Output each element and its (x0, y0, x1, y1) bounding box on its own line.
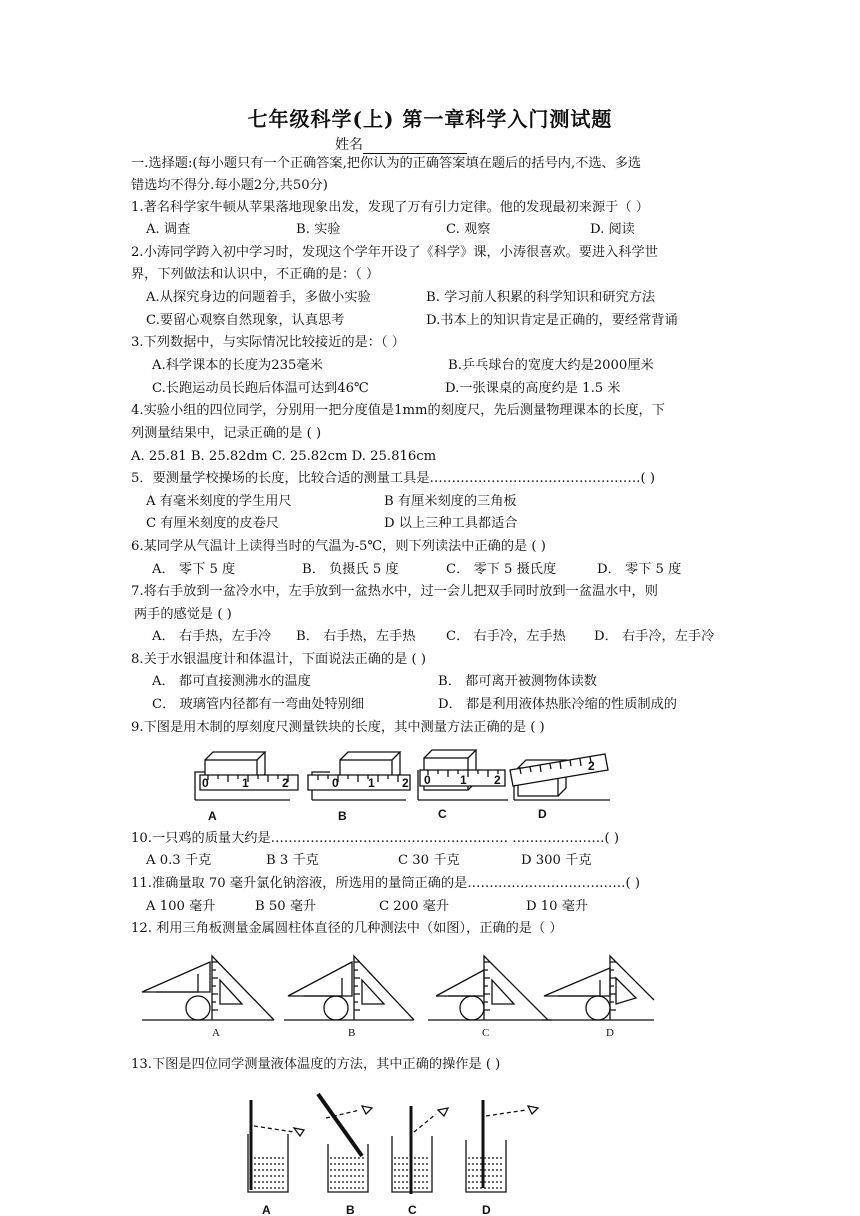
q8-option-b: B． 都可离开被测物体读数 (438, 674, 597, 689)
q13-label-c: C (408, 1203, 417, 1216)
q2-option-b: B. 学习前人积累的科学知识和研究方法 (426, 290, 656, 305)
q11-option-b: B 50 毫升 (255, 899, 317, 914)
name-field (335, 134, 467, 154)
q5-option-c: C 有厘米刻度的皮卷尺 (146, 516, 279, 531)
q1-option-c: C. 观察 (446, 222, 491, 237)
q9-scale-label-a-0: 0 (202, 776, 209, 790)
q8-stem: 8.关于水银温度计和体温计，下面说法正确的是 ( ) (131, 652, 427, 667)
q10-option-a: A 0.3 千克 (146, 853, 212, 868)
q7-option-d: D． 右手冷，左手冷 (594, 629, 715, 644)
q5-option-a: A 有毫米刻度的学生用尺 (146, 494, 292, 509)
q9-label-c: C (438, 807, 447, 821)
q9-scale-label-b-2: 2 (402, 776, 409, 790)
q3-option-c: C.长跑运动员长跑后体温可达到46℃ (152, 381, 369, 396)
q13-label-d: D (482, 1203, 491, 1216)
q9-scale-label-d-2: 2 (588, 759, 595, 773)
q9-scale-label-b-1: 1 (368, 776, 375, 790)
q9-stem: 9.下图是用木制的厚刻度尺测量铁块的长度，其中测量方法正确的是 ( ) (131, 720, 545, 735)
q13-label-b: B (346, 1203, 355, 1216)
q5-stem: 5．要测量学校操场的长度，比较合适的测量工具是…………………………………………( ) (131, 471, 655, 486)
q2-option-a: A.从探究身边的问题着手，多做小实验 (146, 290, 371, 305)
name-blank[interactable] (363, 139, 467, 154)
q11-option-d: D 10 毫升 (526, 899, 589, 914)
section-instructions-2: 错选均不得分.每小题2分,共50分) (131, 178, 328, 193)
section-instructions-1: 一.选择题:(每小题只有一个正确答案,把你认为的正确答案填在题后的括号内,不选、多选 (131, 156, 642, 171)
q13-figure (240, 1094, 560, 1216)
q13-label-a: A (262, 1203, 271, 1216)
q4-options: A. 25.81 B. 25.82dm C. 25.82cm D. 25.816cm (131, 449, 437, 464)
q1-option-d: D. 阅读 (590, 222, 635, 237)
q9-label-b: B (338, 809, 347, 823)
q11-option-a: A 100 毫升 (146, 899, 216, 914)
q11-stem: 11.准确量取 70 毫升氯化钠溶液，所选用的量筒正确的是………………………………( ) (131, 876, 640, 891)
q10-option-b: B 3 千克 (266, 853, 319, 868)
q12-figure (138, 952, 658, 1042)
q2-stem-2: 界，下列做法和认识中，不正确的是：（ ） (131, 267, 380, 282)
q4-stem-2: 列测量结果中，记录正确的是 ( ) (131, 426, 322, 441)
q7-option-c: C． 右手冷，左手热 (446, 629, 566, 644)
q1-option-b: B. 实验 (296, 222, 341, 237)
q5-option-d: D 以上三种工具都适合 (384, 516, 518, 531)
q9-scale-label-b-0: 0 (332, 776, 339, 790)
q3-option-b: B.乒乓球台的宽度大约是2000厘米 (448, 358, 654, 373)
q6-option-c: C． 零下 5 摄氏度 (446, 562, 557, 577)
q9-scale-label-c-1: 1 (460, 773, 467, 787)
q11-option-c: C 200 毫升 (379, 899, 450, 914)
q6-option-a: A． 零下 5 度 (152, 562, 236, 577)
q12-label-a: A (212, 1027, 220, 1039)
q7-option-a: A． 右手热，左手冷 (152, 629, 272, 644)
q9-scale-label-c-2: 2 (494, 773, 501, 787)
q3-option-a: A.科学课本的长度为235毫米 (152, 358, 323, 373)
q1-stem: 1.著名科学家牛顿从苹果落地现象出发，发现了万有引力定律。他的发现最初来源于（ ） (131, 200, 649, 215)
q7-option-b: B． 右手热，左手热 (296, 629, 416, 644)
q5-option-b: B 有厘米刻度的三角板 (384, 494, 517, 509)
q13-stem: 13.下图是四位同学测量液体温度的方法，其中正确的操作是 ( ) (131, 1057, 501, 1072)
q1-option-a: A. 调查 (146, 222, 191, 237)
q12-stem: 12. 利用三角板测量金属圆柱体直径的几种测法中（如图），正确的是（ ） (131, 921, 563, 936)
q9-figure (180, 742, 620, 824)
q9-label-d: D (538, 807, 547, 821)
q6-option-b: B． 负摄氏 5 度 (302, 562, 399, 577)
q2-option-c: C.要留心观察自然现象，认真思考 (146, 313, 345, 328)
page-title: 七年级科学(上) 第一章科学入门测试题 (247, 107, 613, 131)
q2-option-d: D.书本上的知识肯定是正确的，要经常背诵 (426, 313, 678, 328)
q7-stem-1: 7.将右手放到一盆冷水中，左手放到一盆热水中，过一会儿把双手同时放到一盆温水中，则 (131, 584, 658, 599)
q12-label-b: B (348, 1027, 356, 1039)
q4-stem-1: 4.实验小组的四位同学，分别用一把分度值是1mm的刻度尺，先后测量物理课本的长度，下 (131, 403, 665, 418)
q6-option-d: D． 零下 5 度 (597, 562, 682, 577)
q9-label-a: A (208, 809, 217, 823)
q6-stem: 6.某同学从气温计上读得当时的气温为-5℃，则下列读法中正确的是 ( ) (131, 539, 546, 554)
q7-stem-2: 两手的感觉是 ( ) (134, 607, 232, 622)
q10-option-c: C 30 千克 (398, 853, 460, 868)
q10-stem: 10.一只鸡的质量大约是……………………………………………… …………………( ) (131, 831, 620, 846)
q8-option-a: A． 都可直接测沸水的温度 (152, 674, 311, 689)
q8-option-c: C． 玻璃管内径都有一弯曲处特别细 (152, 697, 365, 712)
name-label: 姓名 (335, 137, 363, 153)
q9-scale-label-a-1: 1 (242, 776, 249, 790)
q3-option-d: D.一张课桌的高度约是 1.5 米 (445, 381, 621, 396)
q9-scale-label-c-0: 0 (424, 773, 431, 787)
q12-label-d: D (606, 1027, 614, 1039)
q8-option-d: D． 都是利用液体热胀冷缩的性质制成的 (438, 697, 677, 712)
q2-stem-1: 2.小涛同学跨入初中学习时，发现这个学年开设了《科学》课，小涛很喜欢。要进入科学世 (131, 245, 658, 260)
q10-option-d: D 300 千克 (521, 853, 592, 868)
q3-stem: 3.下列数据中，与实际情况比较接近的是：（ ） (131, 335, 405, 350)
q9-scale-label-a-2: 2 (282, 776, 289, 790)
q12-label-c: C (482, 1027, 490, 1039)
